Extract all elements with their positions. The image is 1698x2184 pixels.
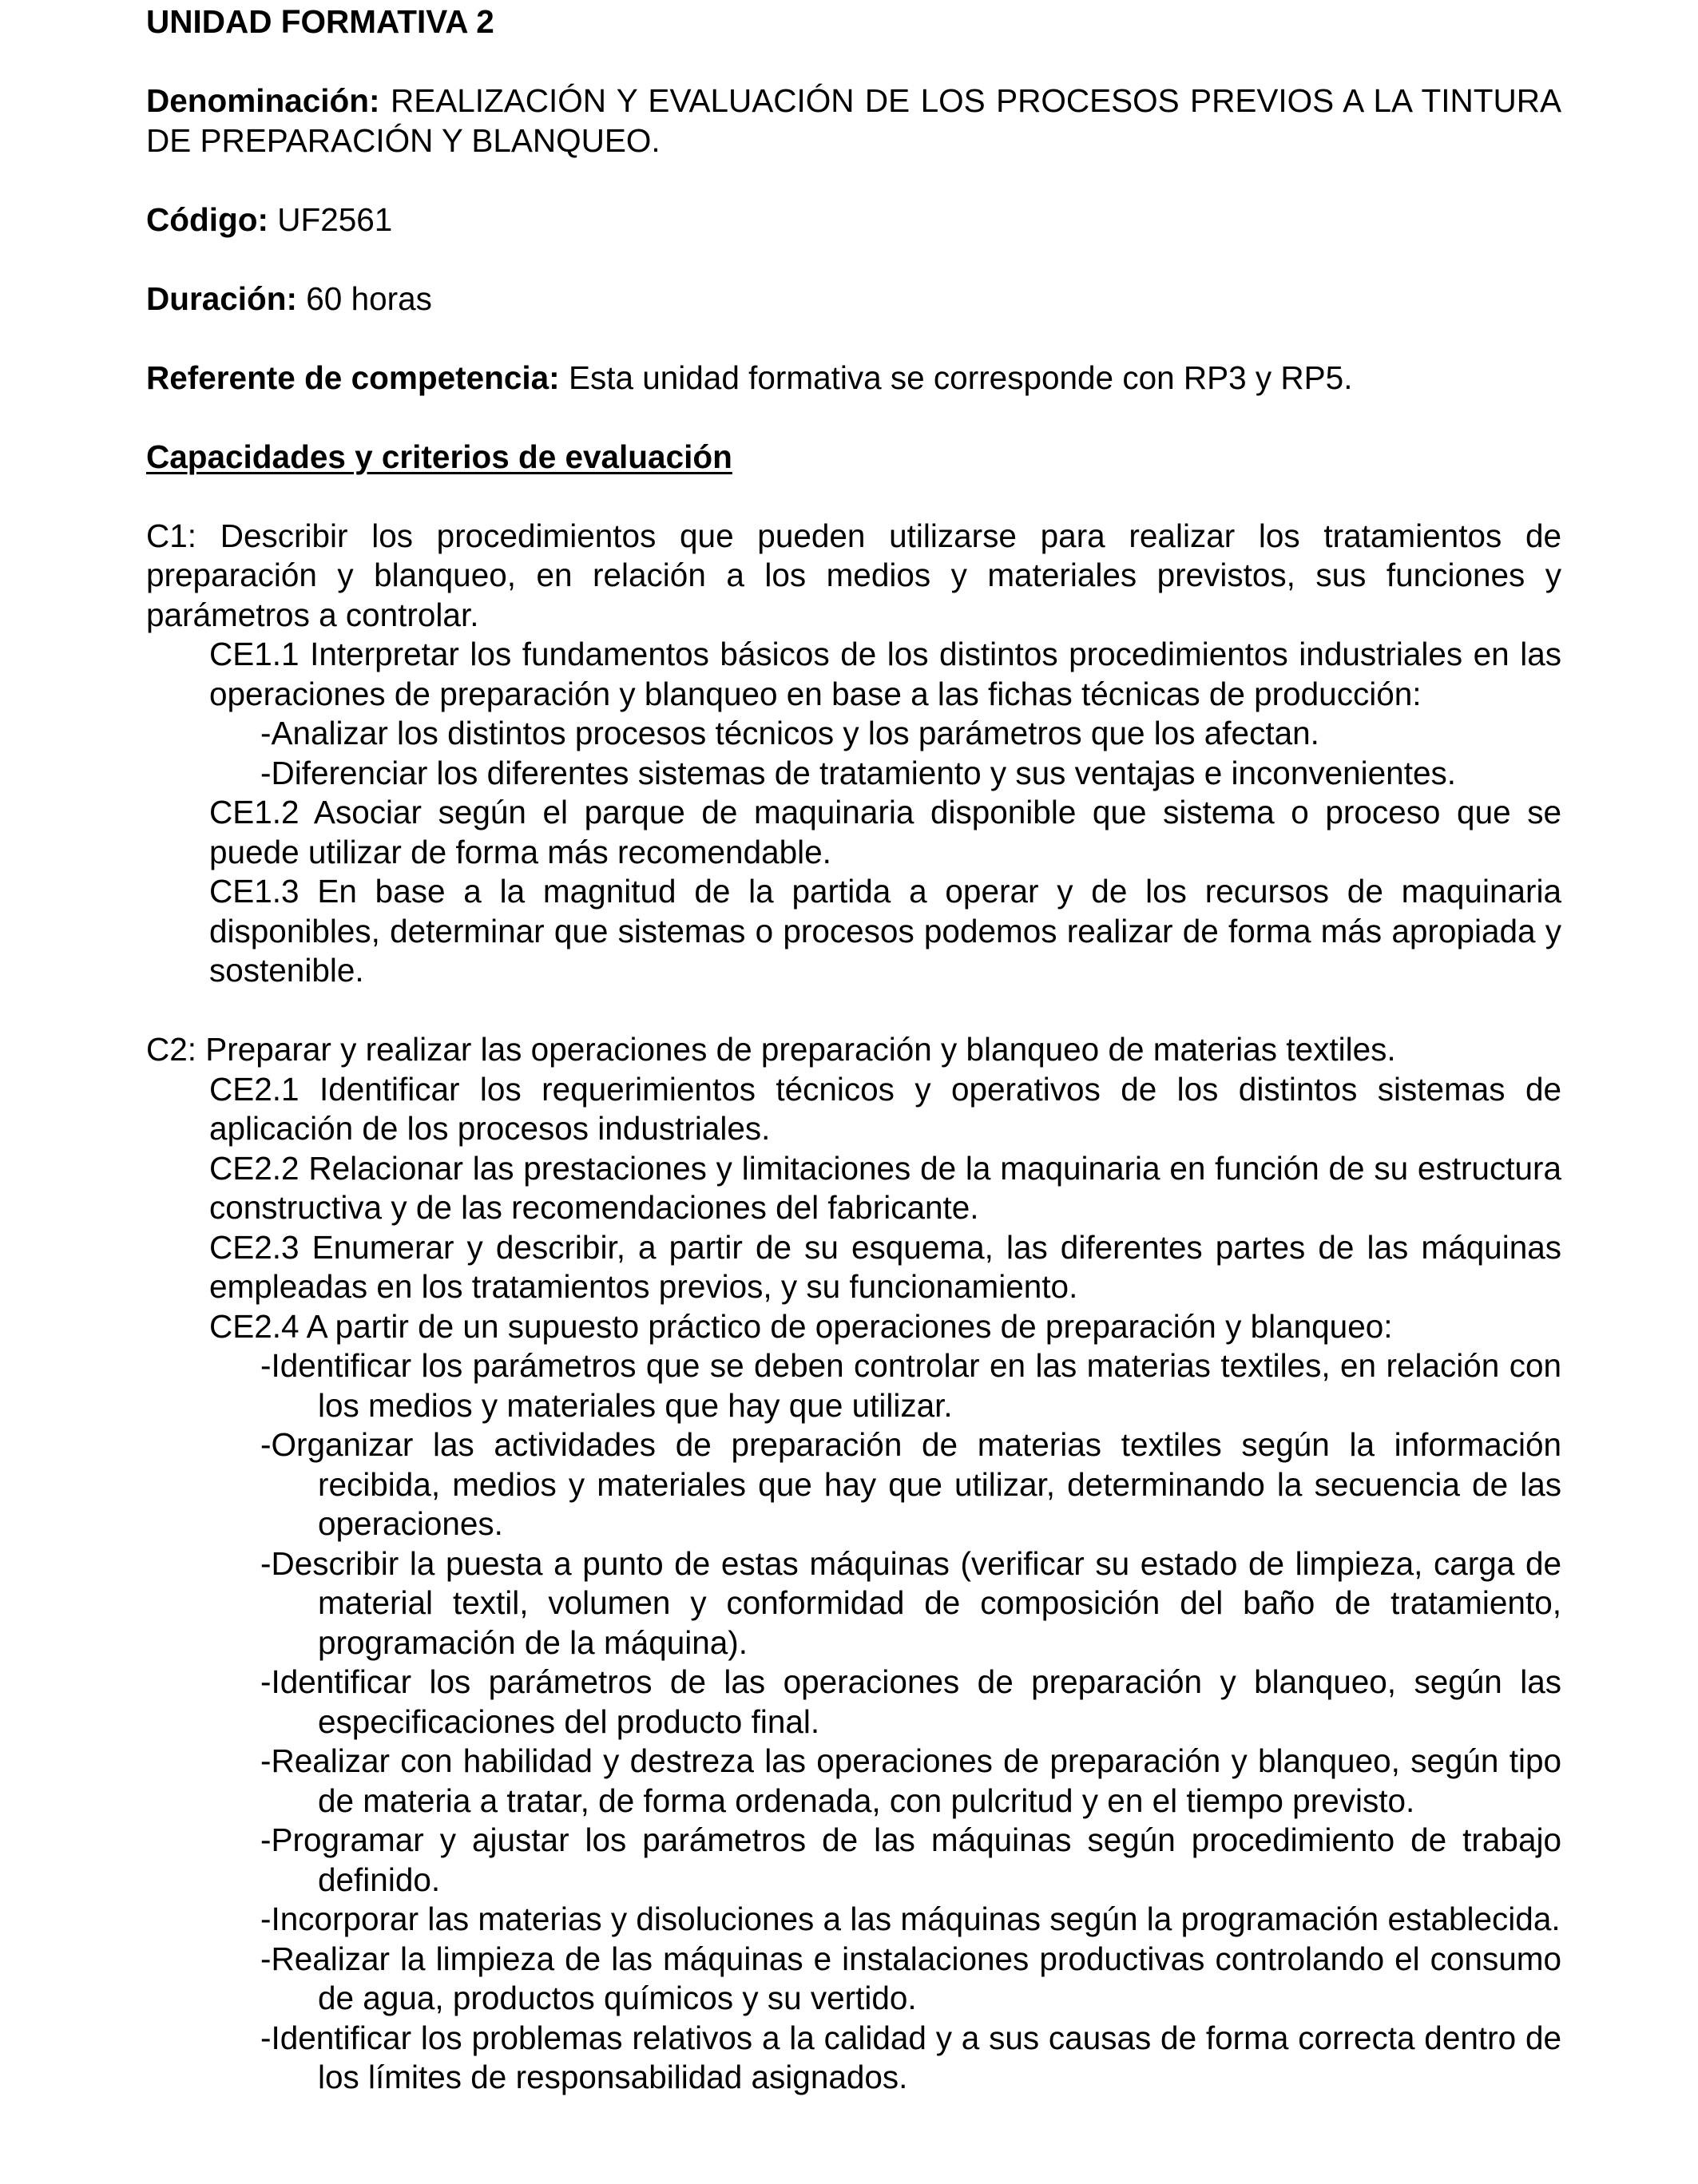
list-item: -Identificar los problemas relativos a la calidad y a sus causas de forma correcta dentro de los límites de responsabilidad asignados.: [260, 2019, 1561, 2095]
criterio-ce1-1: CE1.1 Interpretar los fundamentos básicos de los distintos procedimientos industriales en las operaciones de preparación y blanqueo en base a las fichas técnicas de producción:: [209, 636, 1561, 712]
duracion-field: [146, 279, 1561, 319]
capacidad-c2: [146, 1030, 1561, 2098]
list-item: -Identificar los parámetros de las operaciones de preparación y blanqueo, según las especificaciones del producto final.: [260, 1663, 1561, 1740]
criterio-ce2-4: CE2.4 A partir de un supuesto práctico de operaciones de preparación y blanqueo:: [209, 1307, 1393, 1345]
capacidad-c2-text: C2: Preparar y realizar las operaciones de preparación y blanqueo de materias textiles.: [146, 1031, 1396, 1068]
codigo-field: [146, 200, 1561, 240]
duracion-value: 60 horas: [306, 279, 432, 317]
list-item: -Organizar las actividades de preparación de materias textiles según la información recibida, medios y materiales que hay que utilizar, determinando la secuencia de las operaciones.: [260, 1426, 1561, 1542]
codigo-value: UF2561: [277, 200, 393, 238]
duracion-label: Duración:: [146, 279, 298, 317]
list-item: -Realizar con habilidad y destreza las operaciones de preparación y blanqueo, según tipo de materia a tratar, de forma ordenada, con pulcritud y en el tiempo previsto.: [260, 1742, 1561, 1819]
referente-field: [146, 359, 1561, 398]
criterio-ce1-2: CE1.2 Asociar según el parque de maquinaria disponible que sistema o proceso que se puede utilizar de forma más recomendable.: [209, 794, 1561, 870]
document-title: UNIDAD FORMATIVA 2: [146, 3, 494, 40]
list-item: -Diferenciar los diferentes sistemas de tratamiento y sus ventajas e inconvenientes.: [260, 754, 1456, 791]
criterio-ce2-2: CE2.2 Relacionar las prestaciones y limitaciones de la maquinaria en función de su estructura constructiva y de las recomendaciones del fabricante.: [209, 1149, 1561, 1226]
capacidad-c1-text: C1: Describir los procedimientos que pueden utilizarse para realizar los tratamientos de preparación y blanqueo, en relación a los medios y materiales previstos, sus funciones y parámetros a controlar.: [146, 517, 1561, 633]
list-item: -Describir la puesta a punto de estas máquinas (verificar su estado de limpieza, carga de material textil, volumen y conformidad de composición del baño de tratamiento, programación de la máquina).: [260, 1544, 1561, 1661]
criterio-ce2-3: CE2.3 Enumerar y describir, a partir de su esquema, las diferentes partes de las máquinas empleadas en los tratamientos previos, y su funcionamiento.: [209, 1228, 1561, 1305]
capacidad-c1: [146, 517, 1561, 991]
document-page: [146, 0, 1561, 2098]
criterio-ce2-1: CE2.1 Identificar los requerimientos técnicos y operativos de los distintos sistemas de aplicación de los procesos industriales.: [209, 1070, 1561, 1147]
list-item: -Realizar la limpieza de las máquinas e instalaciones productivas controlando el consumo de agua, productos químicos y su vertido.: [260, 1940, 1561, 2016]
section-heading: Capacidades y criterios de evaluación: [146, 438, 732, 475]
list-item: -Analizar los distintos procesos técnicos y los parámetros que los afectan.: [260, 715, 1319, 751]
denominacion-label: Denominación:: [146, 82, 380, 119]
list-item: -Identificar los parámetros que se deben controlar en las materias textiles, en relación con los medios y materiales que hay que utilizar.: [260, 1347, 1561, 1424]
denominacion-value: REALIZACIÓN Y EVALUACIÓN DE LOS PROCESOS PREVIOS A LA TINTURA DE PREPARACIÓN Y BLANQUEO.: [146, 82, 1561, 159]
criterio-ce1-3: CE1.3 En base a la magnitud de la partida a operar y de los recursos de maquinaria disponibles, determinar que sistemas o procesos podemos realizar de forma más apropiada y sostenible.: [209, 873, 1561, 989]
list-item: -Incorporar las materias y disoluciones a las máquinas según la programación establecida.: [260, 1901, 1561, 1937]
referente-label: Referente de competencia:: [146, 359, 560, 396]
list-item: -Programar y ajustar los parámetros de las máquinas según procedimiento de trabajo definido.: [260, 1821, 1561, 1898]
codigo-label: Código:: [146, 200, 268, 238]
referente-value: Esta unidad formativa se corresponde con RP3 y RP5.: [568, 359, 1353, 396]
denominacion-field: [146, 81, 1561, 161]
